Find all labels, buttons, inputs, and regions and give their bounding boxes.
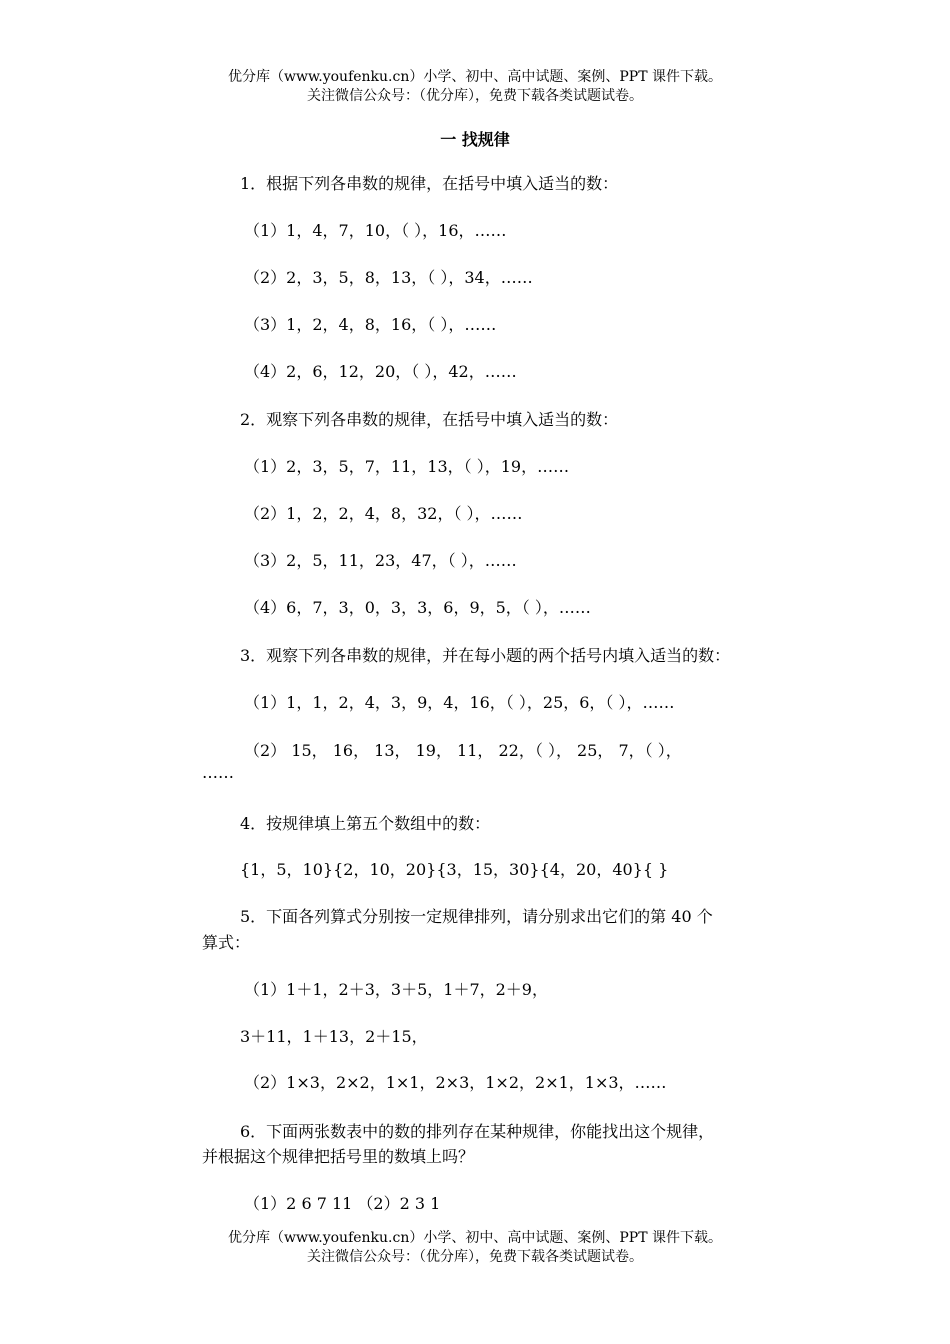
q2-item-2: （2）1，2，2，4，8，32，（ ），…… — [244, 504, 523, 523]
q5-item-1a: （1）1＋1，2＋3，3＋5，1＋7，2＋9， — [244, 980, 548, 999]
q3-item-2: （2） 15， 16， 13， 19， 11， 22，（ ）， 25， 7，（ ）， — [244, 741, 682, 760]
q6-prompt-line-1: 6．下面两张数表中的数的排列存在某种规律，你能找出这个规律， — [240, 1122, 715, 1141]
q5-prompt-line-1: 5．下面各列算式分别按一定规律排列，请分别求出它们的第 40 个 — [240, 907, 713, 926]
header-line-2: 关注微信公众号：（优分库），免费下载各类试题试卷。 — [307, 88, 643, 104]
q1-item-3: （3）1，2，4，8，16，（ ），…… — [244, 315, 497, 334]
q3-item-2-continuation: …… — [202, 763, 234, 782]
q1-item-2: （2）2，3，5，8，13，（ ），34，…… — [244, 268, 533, 287]
q2-item-3: （3）2，5，11，23，47，（ ），…… — [244, 551, 517, 570]
q5-item-2: （2）1×3，2×2，1×1，2×3，1×2，2×1，1×3，…… — [244, 1073, 667, 1092]
page-title: 一 找规律 — [440, 130, 510, 149]
q6-prompt-line-2: 并根据这个规律把括号里的数填上吗？ — [202, 1147, 475, 1166]
q4-prompt: 4．按规律填上第五个数组中的数： — [240, 814, 491, 833]
q3-prompt: 3．观察下列各串数的规律，并在每小题的两个括号内填入适当的数： — [240, 646, 731, 665]
q2-item-4: （4）6，7，3，0，3，3，6，9，5，（ ），…… — [244, 598, 591, 617]
q3-item-1: （1）1，1，2，4，3，9，4，16，（ ），25，6，（ ），…… — [244, 693, 675, 712]
q5-prompt-line-2: 算式： — [202, 933, 251, 952]
header-line-1: 优分库（www.youfenku.cn）小学、初中、高中试题、案例、PPT 课件下载。 — [227, 69, 722, 85]
footer-line-2: 关注微信公众号：（优分库），免费下载各类试题试卷。 — [307, 1249, 643, 1265]
q1-item-1: （1）1，4，7，10，（ ），16，…… — [244, 221, 507, 240]
q1-prompt: 1．根据下列各串数的规律，在括号中填入适当的数： — [240, 174, 619, 193]
q1-item-4: （4）2，6，12，20，（ ），42，…… — [244, 362, 517, 381]
q4-sets: {1，5，10}{2，10，20}{3，15，30}{4，20，40}{ } — [240, 860, 669, 879]
q2-prompt: 2．观察下列各串数的规律，在括号中填入适当的数： — [240, 410, 619, 429]
q5-item-1b: 3＋11，1＋13，2＋15， — [240, 1027, 428, 1046]
q6-tables: （1）2 6 7 11 （2）2 3 1 — [244, 1194, 441, 1213]
footer-line-1: 优分库（www.youfenku.cn）小学、初中、高中试题、案例、PPT 课件下载。 — [227, 1230, 722, 1246]
q2-item-1: （1）2，3，5，7，11，13，（ ），19，…… — [244, 457, 570, 476]
